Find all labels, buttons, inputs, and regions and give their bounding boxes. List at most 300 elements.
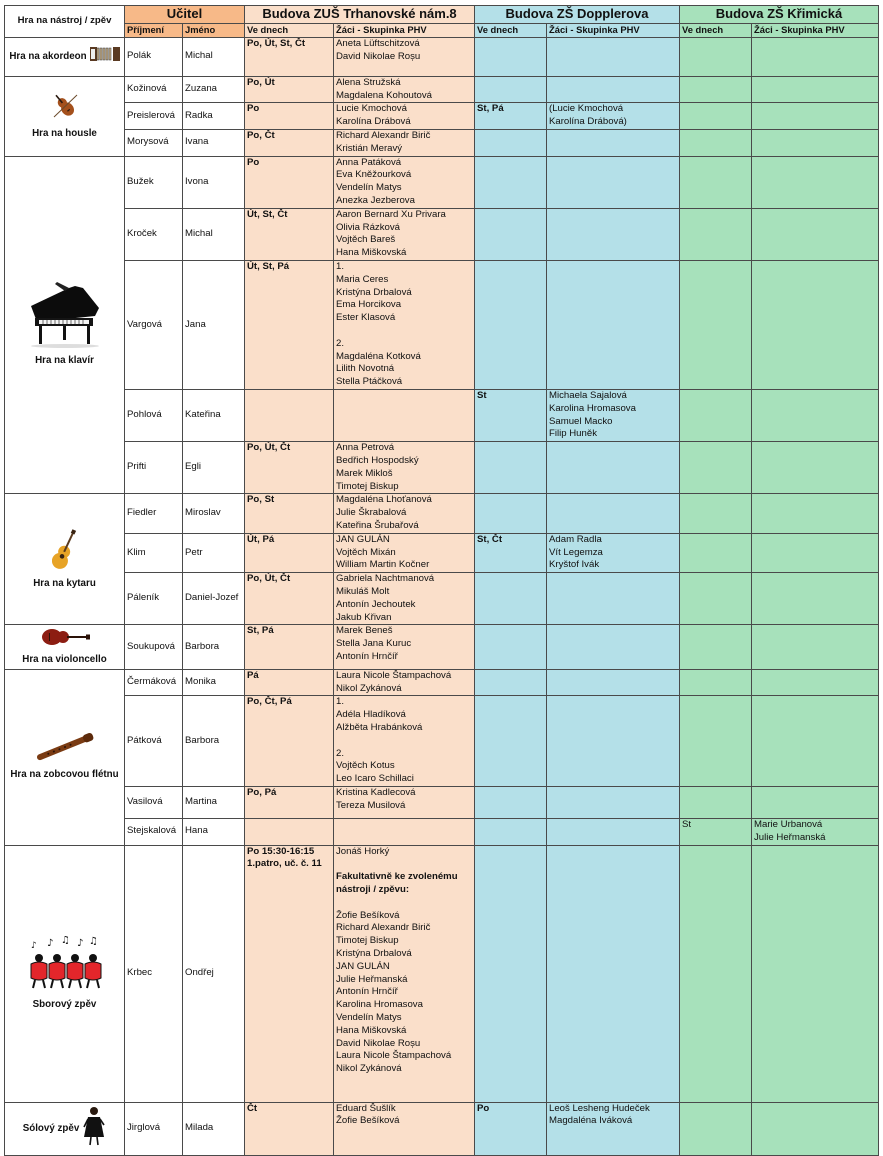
pupil-name: Kristýna Drbalová (336, 286, 412, 298)
krimicka-days (680, 103, 752, 130)
table-row (5, 260, 879, 389)
days-text: St, Pá (247, 625, 274, 637)
teacher-surname: Vargová (125, 260, 183, 389)
dopplerova-days (475, 819, 547, 846)
zus-pupils (334, 573, 475, 625)
pupil-name: (Lucie Kmochová (549, 103, 624, 115)
krimicka-pupils (752, 819, 879, 846)
zus-days (245, 573, 334, 625)
pupil-name: Anna Patáková (336, 156, 402, 168)
dopplerova-days (475, 573, 547, 625)
krimicka-pupils (752, 787, 879, 819)
table-row (5, 669, 879, 696)
teacher-name: Martina (183, 787, 245, 819)
zus-days (245, 1102, 334, 1155)
days-text: Pá (247, 669, 259, 681)
krimicka-days (680, 1102, 752, 1155)
zus-pupils (334, 129, 475, 156)
days-text: St, Pá (477, 103, 504, 115)
instrument-label: Hra na zobcovou flétnu (10, 769, 119, 781)
zus-pupils (334, 819, 475, 846)
dopplerova-pupils (547, 76, 680, 103)
days-text: Po (477, 1102, 490, 1114)
dopplerova-days (475, 389, 547, 441)
days-text: Po, Út, St, Čt (247, 37, 306, 49)
pupil-name: nástroji / zpěvu: (336, 884, 410, 896)
krimicka-days (680, 845, 752, 1102)
pupil-name: Alžběta Hrabánková (336, 722, 423, 734)
teacher-name: Michal (183, 37, 245, 76)
pupil-name: Karolina Hromasova (336, 999, 423, 1011)
krimicka-pupils (752, 573, 879, 625)
zus-days (245, 845, 334, 1102)
dopplerova-days (475, 1102, 547, 1155)
instrument-label: Hra na violoncello (22, 654, 107, 666)
teacher-name: Daniel-Jozef (183, 573, 245, 625)
zus-pupils (334, 845, 475, 1102)
days-text (682, 494, 749, 507)
pupil-name: Vojtěch Bareš (336, 234, 396, 246)
zus-pupils (334, 103, 475, 130)
krimicka-days (680, 696, 752, 787)
days-text (682, 696, 749, 709)
teacher-name: Michal (183, 208, 245, 260)
pupil-name: Lilith Novotná (336, 363, 395, 375)
dopplerova-pupils (547, 787, 680, 819)
zus-pupils (334, 260, 475, 389)
pupil-name: Kristýna Drbalová (336, 948, 412, 960)
dopplerova-pupils (547, 260, 680, 389)
teacher-surname: Kožinová (125, 76, 183, 103)
instrument-cell (5, 37, 125, 76)
zus-days (245, 696, 334, 787)
instrument-label: Hra na kytaru (33, 578, 96, 590)
dopplerova-days (475, 103, 547, 130)
pupil-name: Aaron Bernard Xu Privara (336, 208, 446, 220)
teacher-surname: Soukupová (125, 625, 183, 670)
days-text (477, 819, 544, 832)
days-text (682, 573, 749, 586)
days-text (682, 625, 749, 638)
zus-days (245, 533, 334, 572)
pupil-name: Žofie Bešíková (336, 1115, 400, 1127)
pupil-name: Ema Horcikova (336, 299, 402, 311)
dopplerova-pupils (547, 533, 680, 572)
zus-pupils (334, 669, 475, 696)
pupil-name: Julie Škrabalová (336, 507, 407, 519)
krimicka-pupils (752, 37, 879, 76)
dopplerova-days (475, 787, 547, 819)
pupil-name: Vendelín Matys (336, 182, 402, 194)
zus-days (245, 103, 334, 130)
teacher-surname: Páleník (125, 573, 183, 625)
pupil-name: Richard Alexandr Birič (336, 922, 431, 934)
days-text (682, 846, 749, 859)
pupil-name: Jakub Křivan (336, 611, 392, 623)
pupil-name: Vojtěch Mixán (336, 546, 396, 558)
days-text (682, 534, 749, 547)
zus-pupils (334, 1102, 475, 1155)
pupil-name: Antonín Hrnčíř (336, 986, 398, 998)
dopplerova-pupils (547, 573, 680, 625)
pupil-name: Ester Klasová (336, 312, 396, 324)
table-row (5, 129, 879, 156)
teacher-surname: Pohlová (125, 389, 183, 441)
dopplerova-days (475, 494, 547, 533)
dopplerova-pupils (547, 103, 680, 130)
days-text: Po (247, 103, 260, 115)
krimicka-days-header: Ve dnech (680, 24, 752, 38)
krimicka-pupils (752, 845, 879, 1102)
pupil-name: Julie Heřmanská (336, 973, 408, 985)
zus-pupils-header: Žáci - Skupinka PHV (334, 24, 475, 38)
table-row (5, 573, 879, 625)
zus-days (245, 389, 334, 441)
dopplerova-days (475, 76, 547, 103)
krimicka-pupils (752, 1102, 879, 1155)
table-row (5, 696, 879, 787)
days-text: Po, Čt, Pá (247, 696, 292, 708)
svg-text:♪: ♪ (30, 940, 37, 951)
days-text (477, 209, 544, 222)
table-row (5, 103, 879, 130)
building-dopplerova-header: Budova ZŠ Dopplerova (475, 6, 680, 24)
teacher-surname: Pátková (125, 696, 183, 787)
teacher-name: Hana (183, 819, 245, 846)
singer-icon (82, 1105, 106, 1152)
krimicka-pupils (752, 625, 879, 670)
guitar-icon (6, 528, 123, 577)
days-text: Po 15:30-16:15 (247, 845, 315, 857)
teacher-name: Kateřina (183, 389, 245, 441)
days-text: Út, St, Čt (247, 208, 288, 220)
instrument-label: Sólový zpěv (22, 1123, 80, 1135)
pupil-name: Marek Beneš (336, 625, 393, 637)
pupil-name: Stella Ptáčková (336, 376, 403, 388)
zus-days (245, 494, 334, 533)
pupil-name: Kristina Kadlecová (336, 787, 416, 799)
choir-icon (6, 936, 123, 997)
pupil-name: Gabriela Nachtmanová (336, 573, 435, 585)
instrument-label: Hra na housle (32, 128, 97, 140)
days-text (682, 787, 749, 800)
days-text (477, 38, 544, 51)
pupil-name: Leoš Lesheng Hudeček (549, 1102, 650, 1114)
krimicka-days (680, 573, 752, 625)
krimicka-days (680, 260, 752, 389)
zus-pupils (334, 76, 475, 103)
table-row (5, 1102, 879, 1155)
teacher-header: Učitel (125, 6, 245, 24)
days-text (682, 390, 749, 403)
pupil-name: 2. (336, 747, 345, 759)
teacher-surname: Bužek (125, 156, 183, 208)
instrument-label: Sborový zpěv (32, 998, 97, 1010)
krimicka-pupils (752, 156, 879, 208)
krimicka-pupils (752, 76, 879, 103)
teacher-name: Monika (183, 669, 245, 696)
krimicka-days (680, 494, 752, 533)
violin-icon (6, 91, 123, 126)
pupil-name: 1. (336, 260, 345, 272)
pupil-name: Vít Legemza (549, 546, 603, 558)
recorder-icon (6, 732, 123, 767)
teacher-surname: Prifti (125, 442, 183, 494)
pupil-name: Alena Stružská (336, 76, 401, 88)
pupil-name: Karolina Hromasova (549, 402, 636, 414)
table-row (5, 442, 879, 494)
krimicka-pupils (752, 103, 879, 130)
pupil-name: Samuel Macko (549, 415, 613, 427)
dopplerova-pupils (547, 37, 680, 76)
krimicka-days (680, 819, 752, 846)
dopplerova-days (475, 845, 547, 1102)
zus-pupils (334, 533, 475, 572)
pupil-name: Michaela Sajalová (549, 389, 627, 401)
teacher-name: Radka (183, 103, 245, 130)
svg-text:♪: ♪ (46, 937, 53, 949)
days-text (682, 442, 749, 455)
zus-days (245, 76, 334, 103)
surname-header: Příjmení (125, 24, 183, 38)
days-text (477, 442, 544, 455)
table-row (5, 208, 879, 260)
teacher-name: Jana (183, 260, 245, 389)
zus-days (245, 787, 334, 819)
krimicka-days (680, 156, 752, 208)
pupil-name: Magdaléna Lhoťanová (336, 494, 432, 506)
table-row (5, 389, 879, 441)
krimicka-days (680, 533, 752, 572)
krimicka-pupils (752, 494, 879, 533)
pupil-name: Magdalena Kohoutová (336, 89, 433, 101)
days-text (477, 157, 544, 170)
table-row (5, 819, 879, 846)
teacher-surname: Klim (125, 533, 183, 572)
zus-pupils (334, 442, 475, 494)
days-text (477, 494, 544, 507)
pupil-name: Lucie Kmochová (336, 103, 407, 115)
dopplerova-pupils (547, 1102, 680, 1155)
zus-pupils (334, 696, 475, 787)
dopplerova-days (475, 669, 547, 696)
zus-days (245, 442, 334, 494)
dopplerova-pupils-header: Žáci - Skupinka PHV (547, 24, 680, 38)
pupil-name: Filip Huněk (549, 428, 597, 440)
dopplerova-pupils (547, 819, 680, 846)
pupil-name: Adéla Hladíková (336, 709, 406, 721)
pupil-name: Vojtěch Kotus (336, 760, 395, 772)
days-text (682, 209, 749, 222)
dopplerova-pupils (547, 389, 680, 441)
krimicka-days (680, 442, 752, 494)
zus-pupils (334, 625, 475, 670)
krimicka-pupils (752, 442, 879, 494)
krimicka-pupils (752, 260, 879, 389)
pupil-name: Kateřina Šrubařová (336, 519, 419, 531)
pupil-name: Karolína Drábová) (549, 116, 627, 128)
dopplerova-pupils (547, 156, 680, 208)
pupil-name: Marek Mikloš (336, 467, 393, 479)
days-text: Po, Út, Čt (247, 573, 291, 585)
teacher-name: Egli (183, 442, 245, 494)
teacher-surname: Krbec (125, 845, 183, 1102)
name-header: Jméno (183, 24, 245, 38)
pupil-name: Laura Nicole Štampachová (336, 1050, 452, 1062)
days-text (477, 573, 544, 586)
instrument-cell (5, 845, 125, 1102)
days-text: Út, Pá (247, 533, 275, 545)
dopplerova-days (475, 625, 547, 670)
pupil-name: Bedřich Hospodský (336, 454, 419, 466)
days-text: Po, St (247, 494, 275, 506)
krimicka-days (680, 389, 752, 441)
table-row (5, 37, 879, 76)
zus-days-header: Ve dnech (245, 24, 334, 38)
krimicka-pupils (752, 389, 879, 441)
krimicka-days (680, 208, 752, 260)
dopplerova-days (475, 208, 547, 260)
zus-pupils (334, 494, 475, 533)
pupil-name: Hana Miškovská (336, 247, 407, 259)
dopplerova-pupils (547, 494, 680, 533)
table-row (5, 494, 879, 533)
krimicka-pupils (752, 129, 879, 156)
zus-pupils (334, 208, 475, 260)
dopplerova-days-header: Ve dnech (475, 24, 547, 38)
pupil-name: Timotej Biskup (336, 935, 399, 947)
krimicka-pupils (752, 669, 879, 696)
krimicka-days (680, 76, 752, 103)
schedule-table (4, 5, 879, 1156)
dopplerova-pupils (547, 845, 680, 1102)
pupil-name: Nikol Zykánová (336, 682, 402, 694)
pupil-name (336, 735, 472, 748)
pupil-name: Vendelín Matys (336, 1012, 402, 1024)
zus-days (245, 129, 334, 156)
instrument-label-row (9, 51, 119, 62)
days-text (682, 157, 749, 170)
zus-days (245, 260, 334, 389)
pupil-name: Olivia Rázková (336, 221, 400, 233)
pupil-name: Marie Urbanová (754, 819, 823, 831)
teacher-surname: Fiedler (125, 494, 183, 533)
dopplerova-days (475, 156, 547, 208)
table-row (5, 76, 879, 103)
krimicka-pupils (752, 533, 879, 572)
pupil-name: William Martin Kočner (336, 559, 430, 571)
dopplerova-pupils (547, 625, 680, 670)
krimicka-days (680, 787, 752, 819)
teacher-name: Barbora (183, 625, 245, 670)
teacher-name: Zuzana (183, 76, 245, 103)
zus-pupils (334, 787, 475, 819)
days-text: Út, St, Pá (247, 260, 290, 272)
zus-pupils (334, 156, 475, 208)
dopplerova-days (475, 37, 547, 76)
pupil-name: Leo Icaro Schillaci (336, 773, 414, 785)
pupil-name: Aneta Lüftschitzová (336, 37, 420, 49)
instrument-cell (5, 625, 125, 670)
teacher-name: Ivana (183, 129, 245, 156)
days-text: 1.patro, uč. č. 11 (247, 858, 322, 870)
pupil-name: Anna Petrová (336, 442, 395, 454)
teacher-surname: Jirglová (125, 1102, 183, 1155)
zus-pupils (334, 389, 475, 441)
grand-piano-icon (6, 282, 123, 353)
days-text (682, 77, 749, 90)
instrument-cell (5, 156, 125, 494)
krimicka-pupils-header: Žáci - Skupinka PHV (752, 24, 879, 38)
pupil-name (336, 897, 472, 910)
teacher-name: Ondřej (183, 845, 245, 1102)
pupil-name: Anezka Jezberova (336, 194, 415, 206)
teacher-surname: Čermáková (125, 669, 183, 696)
dopplerova-days (475, 442, 547, 494)
pupil-name: Antonín Hrnčíř (336, 650, 398, 662)
days-text (247, 390, 331, 403)
pupil-name: Eva Kněžourková (336, 169, 412, 181)
dopplerova-days (475, 533, 547, 572)
pupil-name: 1. (336, 696, 345, 708)
pupil-name: Antonín Jechoutek (336, 598, 416, 610)
days-text: Po, Pá (247, 787, 277, 799)
days-text: St, Čt (477, 533, 503, 545)
days-text: Po, Út, Čt (247, 442, 291, 454)
pupil-name: Hana Miškovská (336, 1024, 407, 1036)
zus-days (245, 37, 334, 76)
instrument-column-header: Hra na nástroj / zpěv (5, 6, 125, 38)
days-text (682, 38, 749, 51)
pupil-name: Mikuláš Molt (336, 585, 390, 597)
table-row (5, 787, 879, 819)
zus-days (245, 819, 334, 846)
accordion-icon (90, 46, 120, 67)
pupil-name: JAN GULÁN (336, 533, 390, 545)
dopplerova-pupils (547, 208, 680, 260)
teacher-name: Miroslav (183, 494, 245, 533)
pupil-name: Richard Alexandr Birič (336, 129, 431, 141)
days-text: Po (247, 156, 260, 168)
pupil-name: Maria Ceres (336, 273, 389, 285)
zus-days (245, 625, 334, 670)
days-text (477, 846, 544, 859)
krimicka-pupils (752, 696, 879, 787)
pupil-name: Kristián Meravý (336, 142, 403, 154)
table-row (5, 156, 879, 208)
days-text (247, 819, 331, 832)
dopplerova-days (475, 129, 547, 156)
dopplerova-days (475, 696, 547, 787)
dopplerova-pupils (547, 442, 680, 494)
pupil-name: Kryštof Ivák (549, 559, 600, 571)
pupil-name (336, 858, 472, 871)
teacher-surname: Stejskalová (125, 819, 183, 846)
dopplerova-pupils (547, 129, 680, 156)
teacher-surname: Morysová (125, 129, 183, 156)
pupil-name: David Nikolae Roșu (336, 50, 421, 62)
teacher-surname: Polák (125, 37, 183, 76)
teacher-surname: Kroček (125, 208, 183, 260)
svg-text:♪: ♪ (76, 937, 83, 949)
teacher-surname: Vasilová (125, 787, 183, 819)
instrument-cell (5, 669, 125, 845)
instrument-cell (5, 1102, 125, 1155)
days-text (682, 130, 749, 143)
dopplerova-pupils (547, 696, 680, 787)
pupil-name: JAN GULÁN (336, 960, 390, 972)
days-text: Po, Čt (247, 129, 275, 141)
